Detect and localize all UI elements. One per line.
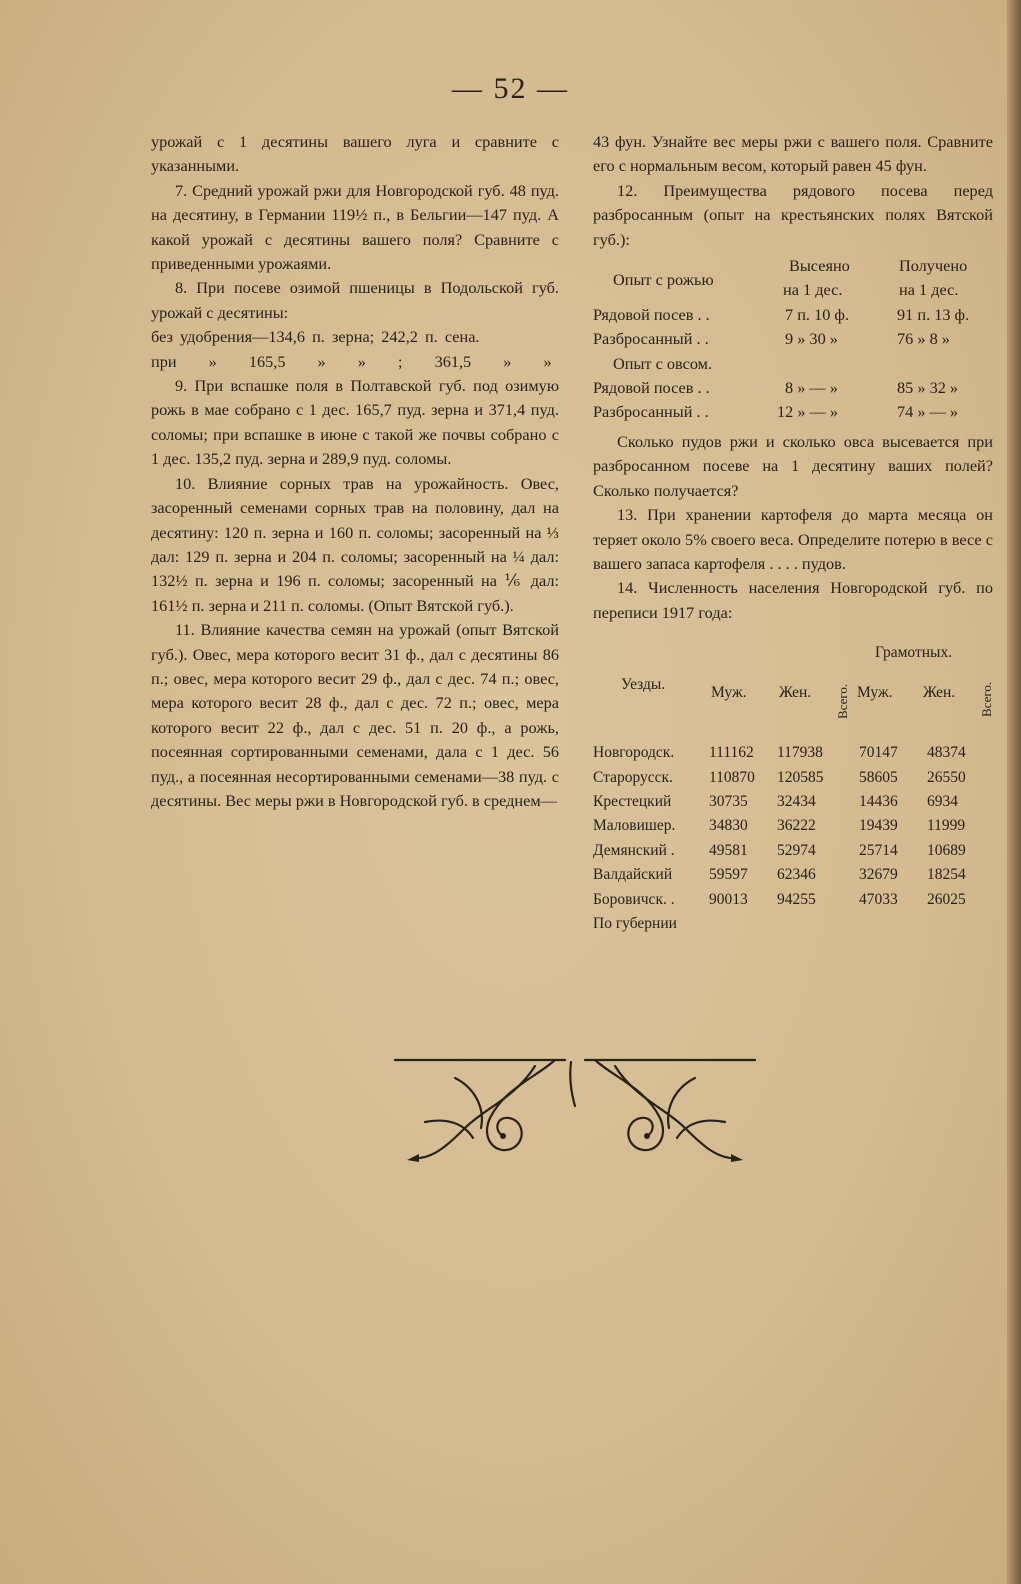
task-8-line-1: без удобрения—134,6 п. зерна; 242,2 п. сена. [151,327,480,347]
population-cell: 62346 [777,866,816,884]
header-rye-experiment: Опыт с рожью [613,270,714,290]
left-paragraph: урожай с 1 десятины вашего луга и сравните с указанными. [151,132,559,176]
row-label: Разбросанный . . [593,402,709,422]
population-table [593,631,994,933]
population-cell: 19439 [859,817,898,835]
row-sown: 9 » 30 » [785,329,838,349]
table-row [593,400,993,424]
row-got: 91 п. 13 ф. [897,304,970,324]
population-cell: 58605 [859,768,898,786]
row-sown: 12 » — » [777,402,839,422]
task-8-line-2: при » 165,5 » » ; 361,5 » » [151,351,552,371]
population-cell: 110870 [709,768,755,786]
header-male: Муж. [711,684,747,702]
task-11: 11. Влияние качества семян на урожай (опыт Вятской губ.). Овес, мера которого весит 31 ф., дал с десятины 86 п.; овес, мера которого весит 29 ф., дал с дес. 74 п.; овес, мера которого весит 28 ф., дал с дес. 72 п.; овес, мера которого весит 22 ф., дал с дес. 51 п. 20 ф., а рожь, посеянная сортированными семенами, дала с 1 дес. 56 пуд., а посеянная несортированными семенами—38 пуд. с десятины. Вес меры ржи в Новгородской губ. в среднем— [151,620,559,810]
row-label: Опыт с овсом. [613,353,713,373]
question-paragraph: Сколько пудов ржи и сколько овса высевается при разбросанном посеве на 1 десятину ваших полей? Сколько получается? [593,432,993,500]
task-7: 7. Средний урожай ржи для Новгородской губ. 48 пуд. на десятину, в Германии 119½ п., в Бельгии—147 пуд. А какой урожай с десятины вашего поля? Сравните с приведенными урожаями. [151,180,559,274]
task-13: 13. При хранении картофеля до марта месяца он теряет около 5% своего веса. Определите потерю в весе с вашего запаса картофеля . . . . пудов. [593,505,993,574]
population-cell: 47033 [859,890,898,908]
population-cell: 90013 [709,890,748,908]
header-got-1: Получено [899,256,968,276]
population-cell: 117938 [777,744,823,762]
population-cell: 70147 [859,744,898,762]
header-uezd: Уезды. [621,676,666,694]
uezd-name: Маловишер. [593,817,676,835]
population-cell: 14436 [859,793,898,811]
left-column [151,130,559,813]
sowing-experiment-table [593,254,993,430]
right-column [593,130,994,933]
uezd-name: По губернии [593,915,677,933]
header-sown-2: на 1 дес. [783,280,843,300]
population-cell: 49581 [709,841,748,859]
uezd-name: Боровичск. . [593,890,675,908]
uezd-name: Демянский . [593,841,675,859]
row-got: 76 » 8 » [897,329,950,349]
population-cell: 32434 [777,793,816,811]
row-label: Рядовой посев . . [593,304,710,324]
uezd-name: Крестецкий [593,793,672,811]
header-total-literate: Всего. [979,682,994,718]
population-cell: 10689 [927,841,966,859]
row-sown: 7 п. 10 ф. [785,304,850,324]
population-cell: 59597 [709,866,748,884]
decorative-ornament [385,1048,765,1178]
uezd-name: Новгородск. [593,744,675,762]
task-14: 14. Численность населения Новгородской губ. по переписи 1917 года: [593,578,993,622]
table-row [593,352,993,376]
population-cell: 32679 [859,866,898,884]
population-cell: 18254 [927,866,966,884]
population-cell: 120585 [777,768,824,786]
population-cell: 26550 [927,768,966,786]
population-cell: 25714 [859,841,898,859]
header-female: Жен. [779,684,812,702]
table-row [593,376,993,400]
task-12: 12. Преимущества рядового посева перед разбросанным (опыт на крестьянских полях Вятской губ.): [593,180,993,249]
table-row [593,303,993,327]
population-cell: 26025 [927,890,966,908]
population-cell: 30735 [709,793,748,811]
task-9: 9. При вспашке поля в Полтавской губ. под озимую рожь в мае собрано с 1 дес. 165,7 пуд. зерна и 371,4 пуд. соломы; при вспашке в июне с такой же почвы собрано с 1 дес. 135,2 пуд. зерна и 289,9 пуд. соломы. [151,376,559,469]
task-11-continued: 43 фун. Узнайте вес меры ржи с вашего поля. Сравните его с нормальным весом, который равен 45 фун. [593,132,993,176]
row-got: 74 » — » [897,402,959,422]
page-edge [1007,0,1021,1584]
population-cell: 94255 [777,890,816,908]
uezd-name: Старорусск. [593,768,673,786]
task-8: 8. При посеве озимой пшеницы в Подольской губ. урожай с десятины: [151,278,559,322]
header-male-literate: Муж. [857,684,893,702]
header-total: Всего. [835,684,850,720]
header-sown-1: Высеяно [789,256,850,276]
row-got: 85 » 32 » [897,377,959,397]
population-cell: 48374 [927,744,966,762]
table-row [593,327,993,351]
row-label: Разбросанный . . [593,329,709,349]
header-female-literate: Жен. [923,684,956,702]
row-label: Рядовой посев . . [593,377,710,397]
uezd-name: Валдайский [593,866,673,884]
header-literate: Грамотных. [875,644,953,662]
row-sown: 8 » — » [785,377,838,397]
task-10: 10. Влияние сорных трав на урожайность. Овес, засоренный семенами сорных трав на половину, дал на десятину: 120 п. зерна и 160 п. соломы; засоренный на ⅓ дал: 129 п. зерна и 204 п. соломы; засоренный на ¼ дал: 132½ п. зерна и 196 п. соломы; засоренный на ⅙ дал: 161½ п. зерна и 211 п. соломы. (Опыт Вятской губ.). [151,473,559,615]
population-cell: 11999 [927,817,966,835]
population-cell: 52974 [777,841,816,859]
population-cell: 6934 [927,793,958,811]
header-got-2: на 1 дес. [899,280,959,300]
population-cell: 34830 [709,817,748,835]
page-number: — 52 — [452,72,569,105]
population-cell: 36222 [777,817,816,835]
population-cell: 111162 [709,744,754,762]
